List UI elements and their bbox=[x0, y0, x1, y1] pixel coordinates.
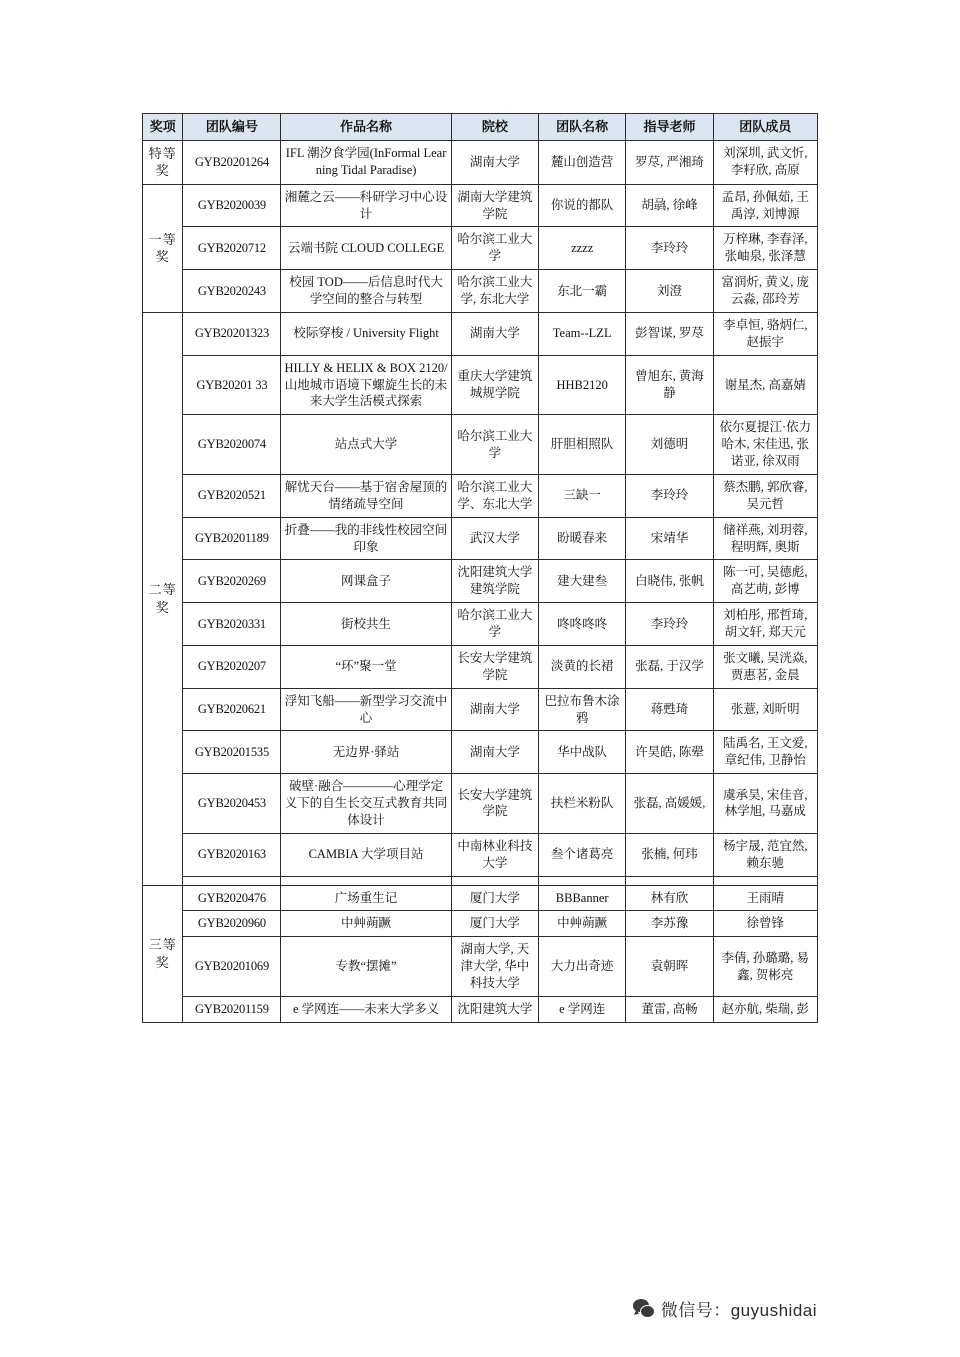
member-names: 杨宇晟, 范宜然, 赖东驰 bbox=[713, 833, 817, 876]
team-code: GYB2020712 bbox=[183, 227, 281, 270]
team-name: e 学网连 bbox=[539, 996, 626, 1022]
member-names: 刘柏彤, 邢哲琦, 胡文轩, 郑天元 bbox=[713, 603, 817, 646]
school-name: 哈尔滨工业大学, 东北大学 bbox=[451, 270, 538, 313]
school-name: 湖南大学 bbox=[451, 140, 538, 184]
school-name: 哈尔滨工业大学 bbox=[451, 415, 538, 475]
team-name: 肝胆相照队 bbox=[539, 415, 626, 475]
school-name: 哈尔滨工业大学、东北大学 bbox=[451, 474, 538, 517]
advisor-name: 李玲玲 bbox=[626, 227, 713, 270]
school-name: 湖南大学, 天津大学, 华中科技大学 bbox=[451, 937, 538, 997]
table-row bbox=[143, 312, 818, 355]
school-name: 湖南大学 bbox=[451, 731, 538, 774]
member-names: 依尔夏提江·依力哈木, 宋佳迅, 张诺亚, 徐双雨 bbox=[713, 415, 817, 475]
work-name: 广场重生记 bbox=[281, 885, 451, 911]
table-row bbox=[143, 227, 818, 270]
team-name: 东北一霸 bbox=[539, 270, 626, 313]
table-row bbox=[143, 876, 818, 885]
member-names: 陆禹名, 王文爱, 章纪伟, 卫静怡 bbox=[713, 731, 817, 774]
member-names: 李倩, 孙璐璐, 易鑫, 贺彬亮 bbox=[713, 937, 817, 997]
school-name: 重庆大学建筑城规学院 bbox=[451, 355, 538, 415]
table-row bbox=[143, 517, 818, 560]
team-name: 扶栏米粉队 bbox=[539, 774, 626, 834]
school-name: 湖南大学 bbox=[451, 312, 538, 355]
advisor-name: 刘德明 bbox=[626, 415, 713, 475]
member-names: 富润炘, 黄义, 庞云淼, 邵玲芳 bbox=[713, 270, 817, 313]
table-row bbox=[143, 560, 818, 603]
team-code: GYB2020207 bbox=[183, 645, 281, 688]
table-row bbox=[143, 270, 818, 313]
advisor-name: 罗荩, 严湘琦 bbox=[626, 140, 713, 184]
team-code: GYB2020331 bbox=[183, 603, 281, 646]
team-code: GYB2020163 bbox=[183, 833, 281, 876]
work-name: 无边界·驿站 bbox=[281, 731, 451, 774]
team-name: 麓山创造营 bbox=[539, 140, 626, 184]
team-code: GYB20201264 bbox=[183, 140, 281, 184]
award-grade-cell: 二等奖 bbox=[143, 312, 183, 885]
member-names: 赵亦航, 柴瑞, 彭 bbox=[713, 996, 817, 1022]
team-code: GYB20201189 bbox=[183, 517, 281, 560]
team-code: GYB20201069 bbox=[183, 937, 281, 997]
advisor-name: 刘澄 bbox=[626, 270, 713, 313]
school-name: 长安大学建筑学院 bbox=[451, 774, 538, 834]
award-grade-cell: 三等奖 bbox=[143, 885, 183, 1022]
work-name: 解忧天台——基于宿舍屋顶的情绪疏导空间 bbox=[281, 474, 451, 517]
award-grade-cell: 一等奖 bbox=[143, 184, 183, 312]
work-name: CAMBIA 大学项目站 bbox=[281, 833, 451, 876]
advisor-name: 曾旭东, 黄海静 bbox=[626, 355, 713, 415]
team-name bbox=[539, 876, 626, 885]
team-code: GYB2020243 bbox=[183, 270, 281, 313]
team-name: zzzz bbox=[539, 227, 626, 270]
advisor-name: 李玲玲 bbox=[626, 474, 713, 517]
school-name: 湖南大学 bbox=[451, 688, 538, 731]
work-name: 湘麓之云——科研学习中心设计 bbox=[281, 184, 451, 227]
team-name: 中艸蒴蹶 bbox=[539, 911, 626, 937]
team-name: Team--LZL bbox=[539, 312, 626, 355]
table-row bbox=[143, 911, 818, 937]
column-header-award: 奖项 bbox=[143, 114, 183, 141]
school-name: 厦门大学 bbox=[451, 911, 538, 937]
team-code: GYB2020476 bbox=[183, 885, 281, 911]
member-names: 徐曾锋 bbox=[713, 911, 817, 937]
advisor-name: 彭智谋, 罗荩 bbox=[626, 312, 713, 355]
column-header-team-code: 团队编号 bbox=[183, 114, 281, 141]
column-header-team-name: 团队名称 bbox=[539, 114, 626, 141]
team-code: GYB2020269 bbox=[183, 560, 281, 603]
team-code bbox=[183, 876, 281, 885]
table-header-row bbox=[143, 114, 818, 141]
work-name: 站点式大学 bbox=[281, 415, 451, 475]
work-name: HILLY & HELIX & BOX 2120/山地城市语境下螺旋生长的未来大学生活模式探索 bbox=[281, 355, 451, 415]
column-header-advisor: 指导老师 bbox=[626, 114, 713, 141]
member-names: 孟昂, 孙佩茹, 王禹淳, 刘博源 bbox=[713, 184, 817, 227]
advisor-name: 林有欣 bbox=[626, 885, 713, 911]
school-name: 沈阳建筑大学建筑学院 bbox=[451, 560, 538, 603]
advisor-name: 李玲玲 bbox=[626, 603, 713, 646]
advisor-name: 李苏豫 bbox=[626, 911, 713, 937]
table-row bbox=[143, 603, 818, 646]
table-row bbox=[143, 688, 818, 731]
team-name: 建大建叁 bbox=[539, 560, 626, 603]
team-name: HHB2120 bbox=[539, 355, 626, 415]
work-name: 折叠——我的非线性校园空间印象 bbox=[281, 517, 451, 560]
work-name: 云端书院 CLOUD COLLEGE bbox=[281, 227, 451, 270]
work-name: 校际穿梭 / University Flight bbox=[281, 312, 451, 355]
member-names: 张薏, 刘昕明 bbox=[713, 688, 817, 731]
advisor-name bbox=[626, 876, 713, 885]
work-name: 破壁·融合————心理学定义下的自生长交互式教育共同体设计 bbox=[281, 774, 451, 834]
member-names: 李卓恒, 骆炳仁, 赵振宇 bbox=[713, 312, 817, 355]
member-names: 虞承昊, 宋佳音, 林学旭, 马嘉成 bbox=[713, 774, 817, 834]
member-names: 刘深圳, 武文忻, 李籽欣, 高原 bbox=[713, 140, 817, 184]
page-footer bbox=[0, 1296, 960, 1356]
wechat-id-text: 微信号：guyushidai bbox=[660, 1301, 817, 1320]
team-name: BBBanner bbox=[539, 885, 626, 911]
work-name: “环”聚一堂 bbox=[281, 645, 451, 688]
award-table bbox=[142, 113, 818, 1023]
team-code: GYB20201 33 bbox=[183, 355, 281, 415]
work-name: 专教“摆摊” bbox=[281, 937, 451, 997]
school-name: 湖南大学建筑学院 bbox=[451, 184, 538, 227]
column-header-school: 院校 bbox=[451, 114, 538, 141]
team-code: GYB2020453 bbox=[183, 774, 281, 834]
team-code: GYB20201323 bbox=[183, 312, 281, 355]
team-code: GYB20201535 bbox=[183, 731, 281, 774]
advisor-name: 白晓伟, 张帆 bbox=[626, 560, 713, 603]
column-header-work-name: 作品名称 bbox=[281, 114, 451, 141]
table-row bbox=[143, 833, 818, 876]
work-name: e 学网连——未来大学多义 bbox=[281, 996, 451, 1022]
table-row bbox=[143, 415, 818, 475]
school-name: 哈尔滨工业大学 bbox=[451, 603, 538, 646]
school-name: 沈阳建筑大学 bbox=[451, 996, 538, 1022]
member-names: 蔡杰鹏, 郭欣睿, 吴元哲 bbox=[713, 474, 817, 517]
table-row bbox=[143, 731, 818, 774]
school-name: 厦门大学 bbox=[451, 885, 538, 911]
advisor-name: 董雷, 高畅 bbox=[626, 996, 713, 1022]
work-name: 中艸蒴蹶 bbox=[281, 911, 451, 937]
team-code: GYB2020039 bbox=[183, 184, 281, 227]
member-names: 万梓琳, 李春泽, 张岫泉, 张泽慧 bbox=[713, 227, 817, 270]
member-names bbox=[713, 876, 817, 885]
work-name: 校园 TOD——后信息时代大学空间的整合与转型 bbox=[281, 270, 451, 313]
school-name: 武汉大学 bbox=[451, 517, 538, 560]
advisor-name: 宋靖华 bbox=[626, 517, 713, 560]
table-header bbox=[143, 114, 818, 141]
table-body bbox=[143, 140, 818, 1022]
work-name bbox=[281, 876, 451, 885]
member-names: 谢星杰, 高嘉婧 bbox=[713, 355, 817, 415]
advisor-name: 张楠, 何玮 bbox=[626, 833, 713, 876]
advisor-name: 袁朝晖 bbox=[626, 937, 713, 997]
work-name: 街校共生 bbox=[281, 603, 451, 646]
table-row bbox=[143, 474, 818, 517]
advisor-name: 张磊, 高媛媛, bbox=[626, 774, 713, 834]
team-code: GYB20201159 bbox=[183, 996, 281, 1022]
member-names: 张文曦, 吴洸焱, 贾惠茗, 金晨 bbox=[713, 645, 817, 688]
member-names: 王雨晴 bbox=[713, 885, 817, 911]
team-name: 你说的都队 bbox=[539, 184, 626, 227]
work-name: IFL 潮汐食学园(InFormal Learning Tidal Paradise) bbox=[281, 140, 451, 184]
school-name: 哈尔滨工业大学 bbox=[451, 227, 538, 270]
member-names: 陈一可, 吴德彪, 高艺萌, 彭博 bbox=[713, 560, 817, 603]
member-names: 储祥燕, 刘玥蓉, 程明辉, 奥斯 bbox=[713, 517, 817, 560]
team-name: 叁个诸葛亮 bbox=[539, 833, 626, 876]
table-row bbox=[143, 937, 818, 997]
table-row bbox=[143, 996, 818, 1022]
team-name: 淡黄的长裙 bbox=[539, 645, 626, 688]
team-code: GYB2020960 bbox=[183, 911, 281, 937]
table-row bbox=[143, 645, 818, 688]
team-code: GYB2020521 bbox=[183, 474, 281, 517]
advisor-name: 张磊, 于汉学 bbox=[626, 645, 713, 688]
table-row bbox=[143, 140, 818, 184]
table-row bbox=[143, 355, 818, 415]
team-name: 三缺一 bbox=[539, 474, 626, 517]
school-name: 长安大学建筑学院 bbox=[451, 645, 538, 688]
wechat-id-line bbox=[633, 1296, 817, 1321]
team-code: GYB2020074 bbox=[183, 415, 281, 475]
award-grade-cell: 特等奖 bbox=[143, 140, 183, 184]
work-name: 浮知飞船——新型学习交流中心 bbox=[281, 688, 451, 731]
table-row bbox=[143, 774, 818, 834]
school-name: 中南林业科技大学 bbox=[451, 833, 538, 876]
table-row bbox=[143, 885, 818, 911]
school-name bbox=[451, 876, 538, 885]
team-name: 巴拉布鲁木涂鸦 bbox=[539, 688, 626, 731]
advisor-name: 许昊皓, 陈翚 bbox=[626, 731, 713, 774]
team-name: 华中战队 bbox=[539, 731, 626, 774]
team-name: 咚咚咚咚 bbox=[539, 603, 626, 646]
table-row bbox=[143, 184, 818, 227]
wechat-icon bbox=[633, 1299, 655, 1318]
team-name: 盼暖春来 bbox=[539, 517, 626, 560]
column-header-members: 团队成员 bbox=[713, 114, 817, 141]
team-code: GYB2020621 bbox=[183, 688, 281, 731]
team-name: 大力出奇迹 bbox=[539, 937, 626, 997]
work-name: 网课盒子 bbox=[281, 560, 451, 603]
advisor-name: 蒋甦琦 bbox=[626, 688, 713, 731]
advisor-name: 胡骉, 徐峰 bbox=[626, 184, 713, 227]
award-table-container bbox=[142, 113, 818, 1023]
